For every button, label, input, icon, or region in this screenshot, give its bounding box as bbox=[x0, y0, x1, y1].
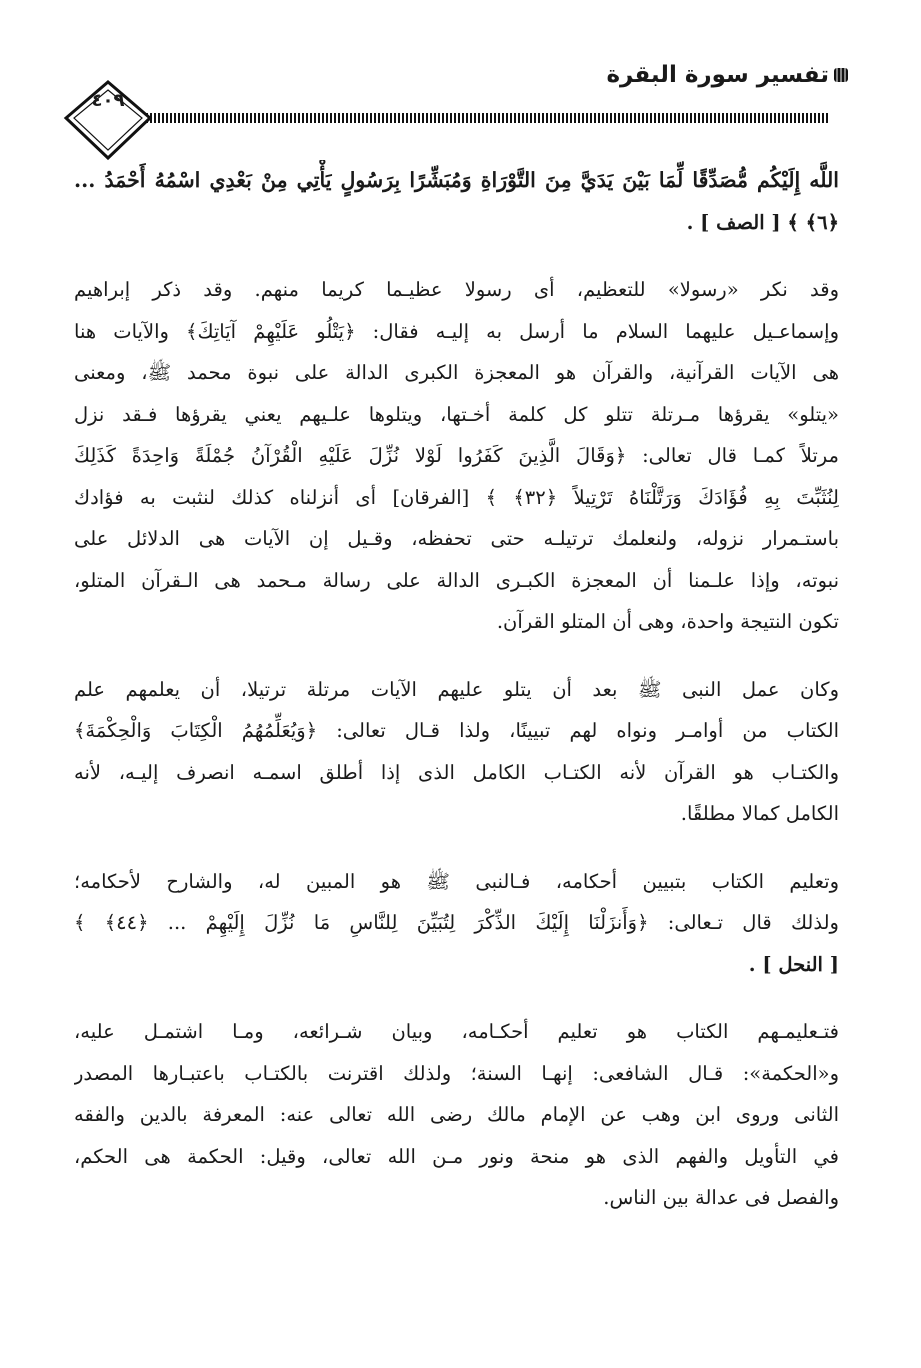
paragraph bbox=[74, 861, 839, 986]
paragraph bbox=[74, 1011, 839, 1219]
text-line: اللَّه إِلَيْكُم مُّصَدِّقًا لِّمَا بَيْنَ يَدَيَّ مِنَ التَّوْرَاةِ وَمُبَشِّرًا بِرَسُولٍ يَأْتِي مِنْ بَعْدِي اسْمُهُ أَحْمَدُ ... bbox=[74, 168, 839, 192]
text-line: هى الآيات القرآنية، والقرآن هو المعجزة الكبرى الدالة على نبوة محمد ﷺ، ومعنى bbox=[74, 361, 839, 384]
text-line: فتـعليمـهم الكتاب هو تعليم أحكـامه، وبيان شـرائعه، ومـا اشتمـل عليه، bbox=[74, 1020, 839, 1043]
text-line: الثانى وروى ابن وهب عن الإمام مالك رضى الله تعالى عنه: المعرفة بالدين والفقه bbox=[74, 1103, 839, 1126]
text-line: لِنُثَبِّتَ بِهِ فُؤَادَكَ وَرَتَّلْنَاهُ تَرْتِيلاً ﴿٣٢﴾ ﴾ [الفرقان] أى أنزلناه كذلك لنثبت به فؤادك bbox=[74, 485, 839, 509]
paragraph-gap bbox=[74, 643, 839, 669]
text-line: مرتلاً كمـا قال تعالى: ﴿وَقَالَ الَّذِينَ كَفَرُوا لَوْلا نُزِّلَ عَلَيْهِ الْقُرْآنُ جُمْلَةً وَاحِدَةً كَذَلِكَ bbox=[74, 444, 839, 467]
text-line: وكان عمل النبى ﷺ بعد أن يتلو عليهم الآيات مرتلة ترتيلا، أن يعلمهم علم bbox=[74, 677, 839, 701]
page-body bbox=[74, 160, 839, 1219]
text-line: والكتـاب هو القرآن لأنه الكتـاب الكامل الذى إذا أطلق اسمـه انصرف إليـه، لأنه bbox=[74, 760, 839, 784]
text-line: باستـمرار نزوله، ولنعلمك ترتيلـه حتى تحفظه، وقـيل إن الآيات هى الدلائل على bbox=[74, 527, 839, 550]
paragraph-gap bbox=[74, 985, 839, 1011]
paragraph bbox=[74, 669, 839, 835]
paragraph bbox=[74, 269, 839, 643]
text-line: ﴿٦﴾ ﴾ [ الصف ] . bbox=[686, 210, 839, 234]
text-line: والفصل فى عدالة بين الناس. bbox=[603, 1186, 839, 1209]
text-line: ولذلك قال تـعالى: ﴿وَأَنزَلْنَا إِلَيْكَ الذِّكْرَ لِتُبَيِّنَ لِلنَّاسِ مَا نُزِّلَ إِلَيْهِمْ ... ﴿٤٤﴾ ﴾ bbox=[74, 911, 839, 934]
text-line: وتعليم الكتاب بتبيين أحكامه، فـالنبى ﷺ هو المبين له، والشارح لأحكامه؛ bbox=[74, 869, 839, 893]
text-line: «يتلو» يقرؤها مـرتلة تتلو كل كلمة أخـتها، ويتلوها علـيهم يعني يقرؤها فـقد نزل bbox=[74, 402, 839, 426]
text-line: تكون النتيجة واحدة، وهى أن المتلو القرآن. bbox=[496, 610, 839, 633]
page-number: ٤٠٩ bbox=[91, 90, 125, 111]
paragraph-gap bbox=[74, 243, 839, 269]
running-header-title: تفسير سورة البقرة bbox=[606, 62, 829, 88]
text-line: الكامل كمالا مطلقًا. bbox=[680, 802, 839, 825]
text-line: وقد نكر «رسولا» للتعظيم، أى رسولا عظيـما كريما منهم. وقد ذكر إبراهيم bbox=[74, 278, 839, 301]
text-line: [ النحل ] . bbox=[748, 952, 839, 976]
header-ornament-icon bbox=[833, 66, 849, 84]
header-rule bbox=[142, 113, 829, 123]
text-line: الكتاب من أوامـر ونواه لهم تبيينًا، ولذا قـال تعالى: ﴿وَيُعَلِّمُهُمُ الْكِتَابَ وَالْحِكْمَةَ﴾ bbox=[74, 719, 839, 742]
text-line: و«الحكمة»: قـال الشافعى: إنهـا السنة؛ ولذلك اقترنت بالكتـاب باعتبـارها المصدر bbox=[74, 1061, 839, 1085]
paragraph-gap bbox=[74, 835, 839, 861]
text-line: وإسماعـيل عليهما السلام ما أرسل به إليـه فقال: ﴿يَتْلُو عَلَيْهِمْ آيَاتِكَ﴾ والآيات هنا bbox=[74, 319, 839, 343]
text-line: في التأويل والفهم الذى هو منحة ونور مـن الله تعالى، وقيل: الحكمة هى الحكم، bbox=[74, 1144, 839, 1168]
text-line: نبوته، وإذا علـمنا أن المعجزة الكبـرى الدالة على رسالة مـحمد هى الـقرآن المتلو، bbox=[74, 568, 839, 592]
paragraph bbox=[74, 160, 839, 243]
